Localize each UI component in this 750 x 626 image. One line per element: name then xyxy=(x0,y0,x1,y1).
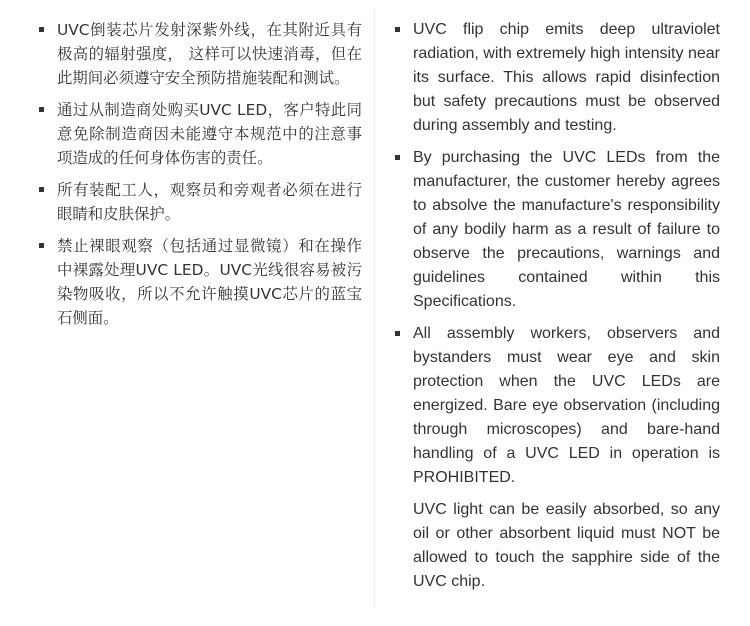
list-item-text: UVC倒装芯片发射深紫外线，在其附近具有极高的辐射强度， 这样可以快速消毒，但在此期间必须遵守安全预防措施装配和测试。 xyxy=(57,21,362,87)
list-item xyxy=(36,18,362,90)
list-item xyxy=(36,98,362,170)
english-precautions-list xyxy=(392,18,720,594)
chinese-column xyxy=(36,18,376,618)
square-bullet-icon xyxy=(395,155,400,160)
square-bullet-icon xyxy=(39,27,44,32)
square-bullet-icon xyxy=(39,243,44,248)
square-bullet-icon xyxy=(39,187,44,192)
square-bullet-icon xyxy=(395,27,400,32)
square-bullet-icon xyxy=(39,107,44,112)
chinese-precautions-list xyxy=(36,18,362,330)
list-item xyxy=(392,322,720,490)
list-item-text: UVC flip chip emits deep ultraviolet radiation, with extremely high intensity near its surface. This allows rapid disinfection but safety precautions must be observed during assembly and testing. xyxy=(413,21,720,134)
list-item-text: UVC light can be easily absorbed, so any oil or other absorbent liquid must NOT be allowed to touch the sapphire side of the UVC chip. xyxy=(413,501,720,590)
list-item xyxy=(36,178,362,226)
list-item-text: 通过从制造商处购买UVC LED，客户特此同意免除制造商因未能遵守本规范中的注意事项造成的任何身体伤害的责任。 xyxy=(57,101,362,167)
list-item-text: 所有装配工人，观察员和旁观者必须在进行眼睛和皮肤保护。 xyxy=(57,181,362,223)
list-item xyxy=(392,146,720,314)
english-column xyxy=(392,18,720,602)
list-item xyxy=(36,234,362,330)
list-item xyxy=(392,18,720,138)
square-bullet-icon xyxy=(395,331,400,336)
list-item xyxy=(392,498,720,594)
list-item-text: By purchasing the UVC LEDs from the manufacturer, the customer hereby agrees to absolve the manufacture's responsibility of any bodily harm as a result of failure to observe the precautions, warnings and guidelines contained within this Specifications. xyxy=(413,149,720,310)
column-divider xyxy=(374,8,375,608)
list-item-text: All assembly workers, observers and bystanders must wear eye and skin protection when the UVC LEDs are energized. Bare eye observation (including through microscopes) and bare-hand handling of a UVC LED in operation is PROHIBITED. xyxy=(413,325,720,486)
list-item-text: 禁止裸眼观察（包括通过显微镜）和在操作中裸露处理UVC LED。UVC光线很容易被污染物吸收，所以不允许触摸UVC芯片的蓝宝石侧面。 xyxy=(57,237,362,327)
